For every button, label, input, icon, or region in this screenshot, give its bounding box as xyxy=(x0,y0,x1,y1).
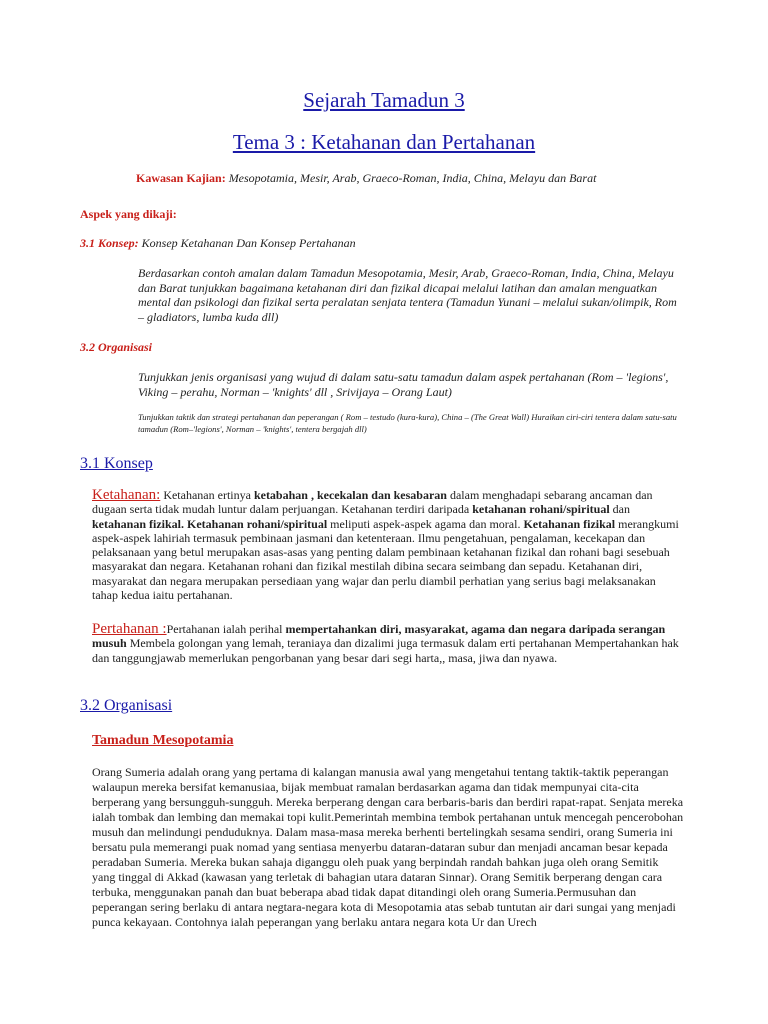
organisasi-intro: 3.2 Organisasi xyxy=(80,340,153,354)
document-title: Sejarah Tamadun 3 xyxy=(303,88,465,112)
kawasan-kajian: Kawasan Kajian: Mesopotamia, Mesir, Arab, Graeco-Roman, India, China, Melayu dan Barat xyxy=(136,171,597,185)
organisasi-paragraph: Tunjukkan jenis organisasi yang wujud di dalam satu-satu tamadun dalam aspek pertahanan (Rom – 'legions', Viking – perahu, Norman – 'knights' dll , Srivijaya – Orang Laut) xyxy=(138,370,669,399)
pertahanan-term: Pertahanan : xyxy=(92,621,167,637)
ketahanan-paragraph xyxy=(92,488,682,602)
ketahanan-text-1: Ketahanan ertinya xyxy=(160,488,254,502)
pertahanan-text-2: Membela golongan yang lemah, teraniaya dan dizalimi juga termasuk dalam erti pertahanan Mempertahankan hak dan tanggungjawab memerlukan pengorbanan yang besar dari segi harta,, masa, jiwa dan nyawa. xyxy=(92,636,679,665)
ketahanan-bold-3: ketahanan fizikal. Ketahanan rohani/spiritual xyxy=(92,516,328,531)
ketahanan-bold-1: ketabahan , kecekalan dan kesabaran xyxy=(253,488,447,502)
ketahanan-text-4: meliputi aspek-aspek agama dan moral. xyxy=(327,516,524,531)
konsep-paragraph: Berdasarkan contoh amalan dalam Tamadun Mesopotamia, Mesir, Arab, Graeco-Roman, India, China, Melayu dan Barat tunjukkan bagaimana ketahanan diri dan fizikal dicapai melalui latihan dan amalan menguatkan mental dan psikologi dan fizikal serta peralatan senjata tentera (Tamadun Yunani – melalui sukan/olimpik, Rom – gladiators, lumba kuda dll) xyxy=(138,266,677,324)
heading-organisasi: 3.2 Organisasi xyxy=(80,697,173,714)
taktik-paragraph: Tunjukkan taktik dan strategi pertahanan dan peperangan ( Rom – testudo (kura-kura), China – (The Great Wall) Huraikan ciri-ciri tentera dalam satu-satu tamadun (Rom–'legions', Norman – 'knights', tentera bergajah dll) xyxy=(138,412,677,434)
pertahanan-bold-1: mempertahankan diri, masyarakat, agama dan negara daripada serangan musuh xyxy=(92,622,666,651)
ketahanan-bold-2: ketahanan rohani/spiritual xyxy=(472,502,610,517)
kawasan-label: Kawasan Kajian xyxy=(136,171,222,185)
aspek-heading: Aspek yang dikaji: xyxy=(80,207,177,221)
pertahanan-text-1: Pertahanan ialah perihal xyxy=(166,622,286,636)
ketahanan-text-2: dalam menghadapi sebarang ancaman dan dugaan serta tidak mudah luntur dalam perjuangan. Ketahanan terdiri daripada xyxy=(92,488,653,517)
heading-tamadun-mesopotamia: Tamadun Mesopotamia xyxy=(92,733,234,748)
mesopotamia-paragraph: Orang Sumeria adalah orang yang pertama di kalangan manusia awal yang mengetahui tentang taktik-taktik peperangan walaupun mereka bersifat kemanusiaa, bijak membuat ramalan berdasarkan agama dan tidak mempunyai cita-cita berperang yang bersungguh-sungguh. Mereka berperang dengan cara berbaris-baris dan berdiri rapat-rapat. Senjata mereka ialah tombak dan lembing dan memakai topi kulit.Pemerintah membina tembok pertahanan untuk mencegah pencerobohan musuh dan melindungi penduduknya. Dalam masa-masa mereka berhenti bertelingkah sesama sendiri, orang Sumeria ini bersatu pula memerangi puak nomad yang sentiasa menyerbu dataran-dataran subur dan menjadi ancaman besar kepada peradaban Sumeria. Mereka bukan sahaja diganggu oleh puak yang berpindah randah bahkan juga oleh orang Semitik yang tinggal di Akkad (kawasan yang terletak di bahagian utara dataran Sinnar). Orang Semitik berperang dengan cara terbuka, menggunakan panah dan buat beberapa abad tidak dapat ditandingi oleh orang Sumeria.Permusuhan dan peperangan sering berlaku di antara negtara-negara kota di Mesopotamia atas sebab tuntutan air dari sungai yang menjadi punca kekayaan. Contohnya ialah peperangan yang berlaku antara negara kota Ur dan Urech xyxy=(92,765,684,929)
konsep-intro-label: 3.1 Konsep: xyxy=(80,236,139,250)
pertahanan-paragraph xyxy=(92,622,682,665)
kawasan-text: Mesopotamia, Mesir, Arab, Graeco-Roman, India, China, Melayu dan Barat xyxy=(225,171,597,185)
heading-konsep: 3.1 Konsep xyxy=(80,455,153,472)
konsep-intro-text: Konsep Ketahanan Dan Konsep Pertahanan xyxy=(138,236,356,250)
ketahanan-text-5: merangkumi aspek-aspek lahiriah termasuk pembinaan jasmani dan ketenteraan. Ilmu pengetahuan, pengalaman, kecekapan dan pelaksanaan yang betul merupakan asas-asas yang penting dalam pembinaan ketahanan fizikal dan rohani bagi sesebuah masyarakat dan negara. Ketahanan rohani dan fizikal mestilah dibina secara seimbang dan sepadu. Ketahanan diri, masyarakat dan negara merupakan persediaan yang wajar dan perlu diambil perhatian yang serius bagi melaksanakan tahap kedua iaitu pertahanan. xyxy=(92,516,679,603)
ketahanan-text-3: dan xyxy=(609,502,630,517)
ketahanan-bold-4: Ketahanan fizikal xyxy=(523,516,616,531)
ketahanan-term: Ketahanan: xyxy=(92,487,161,503)
konsep-intro xyxy=(80,236,356,251)
document-subtitle: Tema 3 : Ketahanan dan Pertahanan xyxy=(232,130,536,154)
